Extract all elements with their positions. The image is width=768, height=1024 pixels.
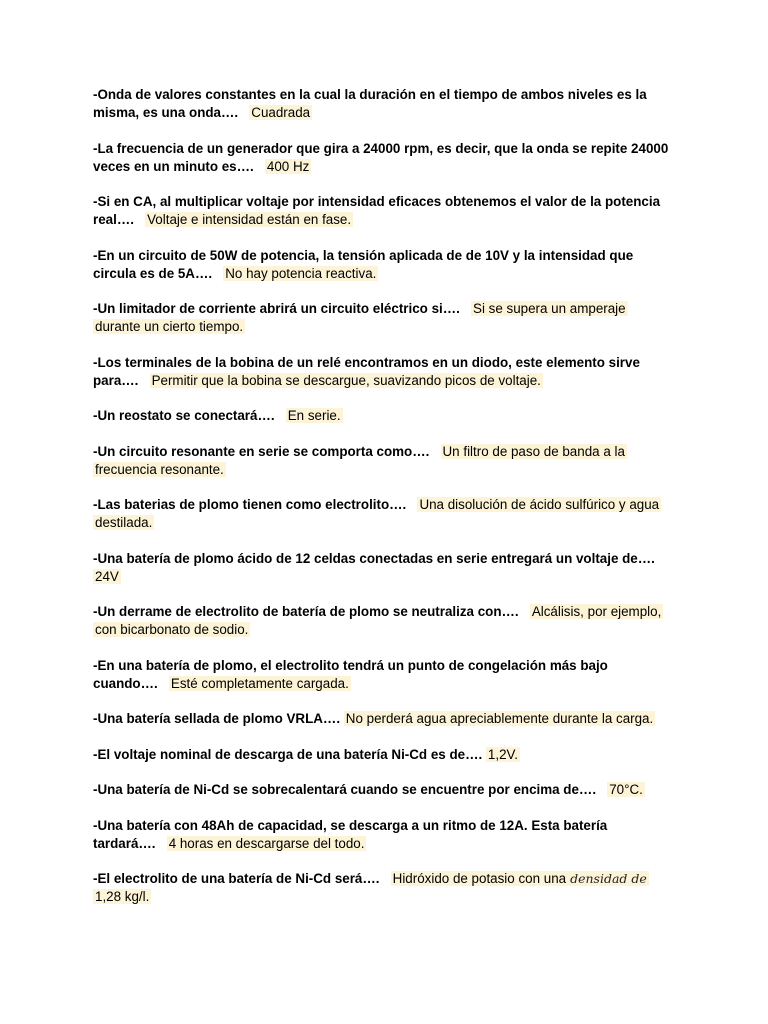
qa-item-15 [93,781,672,799]
qa-item-7 [93,407,672,425]
qa-item-11 [93,603,672,639]
question-text: -Los terminales de la bobina de un relé encontramos en un diodo, este elemento sirve para…. [93,354,640,388]
answer-highlight: No hay potencia reactiva. [225,265,377,281]
question-text: -Una batería de plomo ácido de 12 celdas conectadas en serie entregará un voltaje de…. [93,550,655,566]
qa-item-16 [93,817,672,853]
question-text: -En una batería de plomo, el electrolito tendrá un punto de congelación más bajo cuando…. [93,657,608,691]
question-text: -Onda de valores constantes en la cual la duración en el tiempo de ambos niveles es la misma, es una onda…. [93,87,647,120]
question-text: -Un reostato se conectará…. [93,408,275,423]
qa-item-2 [93,140,672,176]
question-text: -En un circuito de 50W de potencia, la tensión aplicada de de 10V y la intensidad que circula es de 5A…. [93,247,634,281]
question-text: -Una batería sellada de plomo VRLA…. [93,711,341,726]
answer-highlight: Esté completamente cargada. [170,675,349,691]
qa-item-9 [93,496,672,532]
answer-highlight: En serie. [287,408,341,423]
answer-highlight: No perderá agua apreciablemente durante la carga. [345,711,654,726]
question-text: -Un derrame de electrolito de batería de plomo se neutraliza con…. [93,604,519,619]
qa-item-8 [93,443,672,479]
answer-highlight: 24V [95,568,119,584]
answer-highlight: 400 Hz [266,158,310,174]
answer-highlight: Alcálisis, por ejemplo, con bicarbonato de sodio. [95,604,662,637]
question-text: -El electrolito de una batería de Ni-Cd será…. [93,871,380,886]
question-text: -Si en CA, al multiplicar voltaje por intensidad eficaces obtenemos el valor de la potencia real…. [93,194,661,227]
question-text: -Un circuito resonante en serie se comporta como…. [93,443,430,459]
answer-highlight: Si se supera un amperaje durante un cierto tiempo. [95,301,626,334]
answer-highlight: 70°C. [609,782,643,797]
qa-item-6 [93,354,672,390]
qa-item-3 [93,193,672,229]
answer-highlight: Hidróxido de potasio con una [392,871,567,886]
qa-item-17 [93,870,672,906]
qa-item-1 [93,86,672,122]
answer-highlight: 1,2V. [487,746,518,762]
qa-item-4 [93,247,672,283]
answer-highlight-end: 1,28 kg/l. [95,889,150,904]
question-text: -Una batería de Ni-Cd se sobrecalentará cuando se encuentre por encima de…. [93,782,597,797]
qa-item-12 [93,657,672,693]
question-text: -Un limitador de corriente abrirá un circuito eléctrico si…. [93,301,460,316]
qa-item-5 [93,300,672,336]
qa-item-14 [93,746,672,764]
question-text: -Las baterias de plomo tienen como electrolito…. [93,497,407,512]
question-text: -La frecuencia de un generador que gira a 24000 rpm, es decir, que la onda se repite 24000 veces en un minuto es…. [93,140,669,174]
question-text: -El voltaje nominal de descarga de una batería Ni-Cd es de…. [93,746,483,762]
answer-highlight: Un filtro de paso de banda a la frecuencia resonante. [95,443,625,477]
handwritten-annotation: densidad de [570,871,647,886]
answer-highlight: Voltaje e intensidad están en fase. [147,212,352,227]
qa-item-13 [93,710,672,728]
answer-highlight: Permitir que la bobina se descargue, suavizando picos de voltaje. [151,372,541,388]
answer-highlight: 4 horas en descargarse del todo. [168,835,365,851]
answer-highlight: Una disolución de ácido sulfúrico y agua destilada. [95,497,660,530]
answer-highlight: Cuadrada [251,105,311,120]
question-text: -Una batería con 48Ah de capacidad, se descarga a un ritmo de 12A. Esta batería tardará…. [93,817,608,851]
qa-item-10 [93,550,672,586]
